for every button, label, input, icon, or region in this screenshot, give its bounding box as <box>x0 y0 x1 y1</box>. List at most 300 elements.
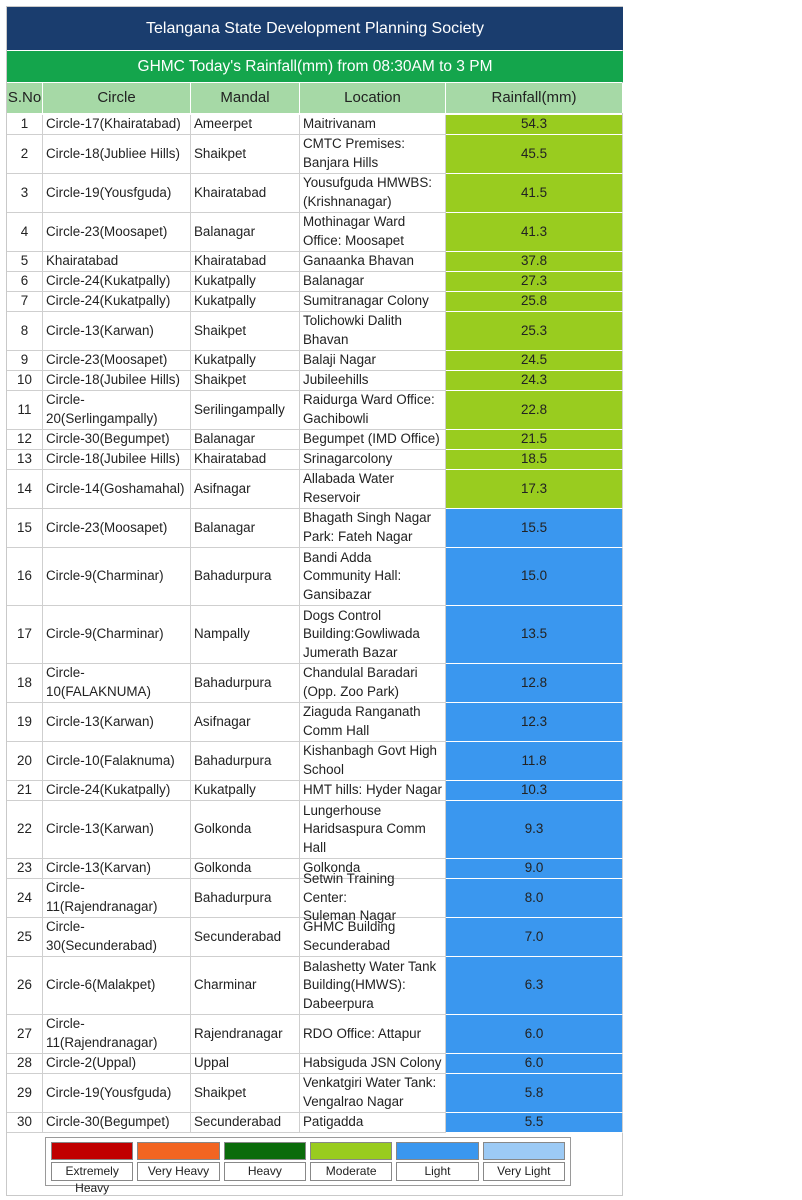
cell-sno <box>7 115 43 135</box>
cell-mandal <box>191 548 300 606</box>
cell-rainfall-text: 15.0 <box>520 568 548 584</box>
cell-sno <box>7 664 43 703</box>
cell-sno <box>7 879 43 918</box>
cell-location-text: Golkonda <box>303 860 361 876</box>
cell-circle-text: Circle-18(Jubliee Hills) <box>46 145 180 161</box>
cell-sno <box>7 272 43 292</box>
cell-location <box>300 918 446 957</box>
cell-sno <box>7 135 43 174</box>
cell-sno-text: 20 <box>17 752 32 768</box>
cell-rainfall <box>446 548 623 606</box>
cell-mandal <box>191 391 300 430</box>
table-row <box>7 871 623 924</box>
cell-location-text: Allabada Water Reservoir <box>303 471 395 505</box>
cell-location-text: Lungerhouse Haridsaspura Comm Hall <box>303 802 426 855</box>
cell-location <box>300 115 446 135</box>
cell-sno <box>7 801 43 859</box>
table-row <box>7 430 623 450</box>
cell-location <box>300 1054 446 1074</box>
cell-circle <box>43 430 191 450</box>
cell-mandal-text: Khairatabad <box>194 451 267 467</box>
cell-sno <box>7 606 43 664</box>
cell-rainfall-text: 11.8 <box>521 752 547 768</box>
cell-location-text: Chandulal Baradari (Opp. Zoo Park) <box>303 665 418 699</box>
cell-sno-text: 3 <box>20 184 29 200</box>
table-row <box>7 742 623 781</box>
cell-mandal-text: Balanagar <box>194 431 256 447</box>
cell-circle <box>43 292 191 312</box>
cell-rainfall-text: 8.0 <box>524 889 544 905</box>
cell-sno-text: 10 <box>17 372 32 388</box>
cell-rainfall-text: 13.5 <box>520 626 548 642</box>
table-row <box>7 957 623 1015</box>
cell-sno <box>7 252 43 272</box>
cell-sno-text: 22 <box>17 821 32 837</box>
cell-mandal <box>191 957 300 1015</box>
cell-circle-text: Circle-24(Kukatpally) <box>46 273 171 289</box>
cell-mandal <box>191 664 300 703</box>
cell-mandal <box>191 703 300 742</box>
cell-mandal-text: Bahadurpura <box>194 674 272 690</box>
cell-location-text: Patigadda <box>303 1114 364 1130</box>
cell-rainfall-text: 21.5 <box>520 431 548 447</box>
cell-rainfall-text: 10.3 <box>520 782 548 798</box>
cell-sno <box>7 470 43 509</box>
cell-sno <box>7 1074 43 1113</box>
cell-rainfall <box>446 859 623 879</box>
cell-mandal <box>191 174 300 213</box>
cell-location-text: Jubileehills <box>303 372 369 388</box>
cell-rainfall <box>446 957 623 1015</box>
legend-item <box>483 1142 565 1181</box>
cell-circle-text: Circle-18(Jubilee Hills) <box>46 451 180 467</box>
legend-item <box>396 1142 478 1181</box>
cell-location-text: Ziaguda Ranganath Comm Hall <box>303 704 421 738</box>
header-mandal: Mandal <box>191 83 300 113</box>
cell-mandal-text: Kukatpally <box>194 293 256 309</box>
cell-mandal-text: Bahadurpura <box>194 568 272 584</box>
cell-circle <box>43 371 191 391</box>
cell-location <box>300 664 446 703</box>
cell-circle-text: Circle-9(Charminar) <box>46 626 164 642</box>
cell-rainfall-text: 41.5 <box>520 184 548 200</box>
table-row <box>7 1074 623 1113</box>
cell-mandal <box>191 292 300 312</box>
cell-rainfall-text: 41.3 <box>520 223 548 239</box>
cell-circle-text: Circle-9(Charminar) <box>46 568 164 584</box>
cell-circle-text: Circle-13(Karwan) <box>46 821 154 837</box>
legend-item <box>310 1142 392 1181</box>
cell-mandal <box>191 509 300 548</box>
cell-location <box>300 548 446 606</box>
cell-mandal-text: Asifnagar <box>194 713 251 729</box>
cell-rainfall-text: 6.3 <box>524 977 544 993</box>
table-row <box>7 213 623 252</box>
cell-sno-text: 9 <box>20 352 29 368</box>
cell-location-text: Balaji Nagar <box>303 352 376 368</box>
cell-circle-text: Circle- 30(Secunderabad) <box>46 919 157 953</box>
cell-sno-text: 28 <box>17 1055 32 1071</box>
cell-location <box>300 509 446 548</box>
cell-rainfall <box>446 391 623 430</box>
cell-rainfall <box>446 213 623 252</box>
cell-rainfall-text: 18.5 <box>520 451 548 467</box>
cell-rainfall <box>446 606 623 664</box>
cell-sno-text: 6 <box>20 273 29 289</box>
cell-sno-text: 11 <box>17 401 32 417</box>
table-row <box>7 135 623 174</box>
cell-sno <box>7 1113 43 1133</box>
cell-rainfall <box>446 430 623 450</box>
cell-circle-text: Circle-19(Yousfguda) <box>46 1084 172 1100</box>
cell-mandal-text: Nampally <box>194 626 250 642</box>
cell-circle-text: Circle-23(Moosapet) <box>46 223 168 239</box>
cell-mandal-text: Asifnagar <box>194 480 251 496</box>
cell-location <box>300 1113 446 1133</box>
cell-circle <box>43 859 191 879</box>
legend-swatch <box>310 1142 392 1160</box>
cell-mandal <box>191 1054 300 1074</box>
cell-mandal <box>191 606 300 664</box>
cell-location-text: Balanagar <box>303 273 365 289</box>
cell-rainfall <box>446 918 623 957</box>
cell-sno-text: 26 <box>17 977 32 993</box>
cell-mandal <box>191 312 300 351</box>
cell-sno-text: 19 <box>17 713 32 729</box>
cell-sno <box>7 430 43 450</box>
cell-location-text: Dogs Control Building:Gowliwada Jumerath Bazar <box>303 607 420 660</box>
cell-location-text: Balashetty Water Tank Building(HMWS): Dabeerpura <box>303 958 437 1011</box>
cell-sno-text: 27 <box>17 1025 32 1041</box>
cell-sno-text: 1 <box>20 116 29 132</box>
cell-rainfall <box>446 1074 623 1113</box>
cell-mandal-text: Bahadurpura <box>194 752 272 768</box>
cell-rainfall-text: 9.3 <box>524 821 544 837</box>
cell-mandal <box>191 1074 300 1113</box>
cell-circle <box>43 879 191 918</box>
cell-mandal <box>191 859 300 879</box>
header-location: Location <box>300 83 446 113</box>
legend-label: Very Light <box>483 1162 565 1181</box>
cell-sno <box>7 371 43 391</box>
cell-rainfall-text: 22.8 <box>520 401 548 417</box>
cell-sno-text: 8 <box>20 322 29 338</box>
cell-rainfall <box>446 252 623 272</box>
cell-location <box>300 272 446 292</box>
cell-location <box>300 174 446 213</box>
cell-sno <box>7 213 43 252</box>
table-row <box>7 548 623 606</box>
cell-circle-text: Circle- 20(Serlingampally) <box>46 392 158 426</box>
cell-circle <box>43 1054 191 1074</box>
cell-rainfall-text: 7.0 <box>524 928 544 944</box>
cell-circle-text: Circle-6(Malakpet) <box>46 977 156 993</box>
cell-circle <box>43 664 191 703</box>
cell-rainfall <box>446 1015 623 1054</box>
cell-mandal <box>191 918 300 957</box>
report-title: Telangana State Development Planning Society <box>7 7 623 50</box>
cell-circle <box>43 450 191 470</box>
cell-mandal-text: Shaikpet <box>194 372 247 388</box>
cell-circle-text: Circle-19(Yousfguda) <box>46 184 172 200</box>
cell-mandal <box>191 1113 300 1133</box>
cell-rainfall-text: 17.3 <box>520 480 548 496</box>
legend-swatch <box>483 1142 565 1160</box>
legend-swatch <box>137 1142 219 1160</box>
rainfall-report <box>6 6 623 1196</box>
cell-mandal-text: Golkonda <box>194 860 252 876</box>
cell-circle <box>43 135 191 174</box>
cell-circle <box>43 312 191 351</box>
table-row <box>7 391 623 430</box>
cell-sno-text: 12 <box>17 431 32 447</box>
table-row <box>7 272 623 292</box>
legend-item <box>51 1142 133 1195</box>
cell-sno <box>7 703 43 742</box>
cell-rainfall-text: 27.3 <box>520 273 548 289</box>
cell-location <box>300 957 446 1015</box>
cell-circle-text: Circle- 11(Rajendranagar) <box>46 880 158 914</box>
cell-sno <box>7 548 43 606</box>
cell-rainfall-text: 37.8 <box>520 253 548 269</box>
cell-circle-text: Circle-23(Moosapet) <box>46 352 168 368</box>
cell-location-text: Bandi Adda Community Hall: Gansibazar <box>303 549 402 602</box>
cell-circle <box>43 351 191 371</box>
cell-sno-text: 21 <box>17 782 32 798</box>
cell-rainfall <box>446 1054 623 1074</box>
cell-circle <box>43 252 191 272</box>
cell-sno-text: 17 <box>17 626 32 642</box>
header-sno: S.No <box>7 83 43 113</box>
cell-circle <box>43 391 191 430</box>
table-header <box>7 83 623 113</box>
legend-label: Very Heavy <box>137 1162 219 1181</box>
cell-mandal <box>191 272 300 292</box>
cell-mandal-text: Shaikpet <box>194 145 247 161</box>
cell-location <box>300 213 446 252</box>
cell-sno-text: 5 <box>20 253 29 269</box>
cell-sno-text: 13 <box>17 451 32 467</box>
header-rainfall: Rainfall(mm) <box>446 83 623 113</box>
table-row <box>7 1054 623 1074</box>
cell-rainfall-text: 25.8 <box>520 293 548 309</box>
legend-label: Light <box>396 1162 478 1181</box>
cell-rainfall <box>446 801 623 859</box>
cell-circle <box>43 781 191 801</box>
cell-mandal-text: Kukatpally <box>194 273 256 289</box>
table-row <box>7 312 623 351</box>
cell-sno <box>7 957 43 1015</box>
cell-circle <box>43 703 191 742</box>
cell-rainfall <box>446 135 623 174</box>
cell-rainfall <box>446 312 623 351</box>
table-row <box>7 1113 623 1133</box>
cell-location <box>300 351 446 371</box>
cell-location <box>300 871 446 924</box>
cell-mandal-text: Uppal <box>194 1055 229 1071</box>
cell-mandal <box>191 450 300 470</box>
cell-mandal-text: Shaikpet <box>194 1084 247 1100</box>
cell-location-text: Yousufguda HMWBS: (Krishnanagar) <box>303 175 433 209</box>
cell-circle <box>43 801 191 859</box>
cell-location-text: RDO Office: Attapur <box>303 1025 422 1041</box>
cell-circle-text: Khairatabad <box>46 253 119 269</box>
cell-circle-text: Circle-14(Goshamahal) <box>46 480 185 496</box>
cell-location <box>300 703 446 742</box>
cell-sno <box>7 174 43 213</box>
cell-mandal-text: Kukatpally <box>194 782 256 798</box>
cell-circle <box>43 957 191 1015</box>
cell-location <box>300 1074 446 1113</box>
cell-sno <box>7 1015 43 1054</box>
table-row <box>7 470 623 509</box>
cell-rainfall-text: 12.3 <box>520 713 548 729</box>
cell-rainfall-text: 25.3 <box>520 322 548 338</box>
cell-mandal-text: Ameerpet <box>194 116 253 132</box>
cell-location-text: Kishanbagh Govt High School <box>303 743 437 777</box>
cell-location-text: Venkatgiri Water Tank: Vengalrao Nagar <box>303 1075 437 1109</box>
cell-location-text: Mothinagar Ward Office: Moosapet <box>303 214 406 248</box>
cell-sno <box>7 292 43 312</box>
cell-sno-text: 14 <box>17 480 32 496</box>
cell-circle <box>43 272 191 292</box>
cell-circle <box>43 115 191 135</box>
cell-location <box>300 391 446 430</box>
table-row <box>7 606 623 664</box>
cell-location-text: Srinagarcolony <box>303 451 393 467</box>
cell-rainfall-text: 15.5 <box>520 519 548 535</box>
table-row <box>7 351 623 371</box>
cell-mandal-text: Khairatabad <box>194 184 267 200</box>
table-row <box>7 174 623 213</box>
legend-swatch <box>396 1142 478 1160</box>
cell-sno <box>7 859 43 879</box>
cell-mandal-text: Serilingampally <box>194 401 285 417</box>
legend <box>45 1137 571 1195</box>
cell-mandal-text: Secunderabad <box>194 928 282 944</box>
cell-location <box>300 470 446 509</box>
cell-mandal <box>191 742 300 781</box>
cell-rainfall <box>446 742 623 781</box>
cell-sno <box>7 918 43 957</box>
cell-rainfall-text: 6.0 <box>524 1055 544 1071</box>
legend-item <box>224 1142 306 1181</box>
cell-location-text: Sumitranagar Colony <box>303 293 429 309</box>
cell-circle <box>43 174 191 213</box>
cell-location <box>300 252 446 272</box>
cell-rainfall <box>446 450 623 470</box>
cell-rainfall-text: 12.8 <box>520 674 548 690</box>
table-row <box>7 801 623 859</box>
cell-circle-text: Circle-24(Kukatpally) <box>46 782 171 798</box>
cell-rainfall-text: 54.3 <box>520 116 548 132</box>
cell-location-text: Ganaanka Bhavan <box>303 253 414 269</box>
cell-sno-text: 16 <box>17 568 32 584</box>
table-row <box>7 781 623 801</box>
cell-mandal <box>191 430 300 450</box>
cell-mandal-text: Secunderabad <box>194 1114 282 1130</box>
cell-location-text: Maitrivanam <box>303 116 376 132</box>
cell-circle <box>43 606 191 664</box>
legend-label: Heavy <box>224 1162 306 1181</box>
cell-circle <box>43 548 191 606</box>
cell-location-text: HMT hills: Hyder Nagar <box>303 782 442 798</box>
cell-sno-text: 2 <box>20 145 29 161</box>
cell-sno <box>7 312 43 351</box>
cell-rainfall <box>446 272 623 292</box>
cell-sno-text: 25 <box>17 928 32 944</box>
table-row <box>7 509 623 548</box>
cell-location <box>300 135 446 174</box>
cell-circle <box>43 213 191 252</box>
cell-mandal <box>191 801 300 859</box>
cell-mandal <box>191 470 300 509</box>
cell-mandal-text: Rajendranagar <box>194 1025 283 1041</box>
cell-circle <box>43 918 191 957</box>
cell-rainfall <box>446 371 623 391</box>
cell-sno-text: 29 <box>17 1084 32 1100</box>
table-row <box>7 918 623 957</box>
cell-rainfall <box>446 174 623 213</box>
cell-mandal-text: Bahadurpura <box>194 889 272 905</box>
cell-mandal <box>191 1015 300 1054</box>
cell-circle-text: Circle-13(Karwan) <box>46 713 154 729</box>
cell-circle-text: Circle-24(Kukatpally) <box>46 293 171 309</box>
cell-circle <box>43 509 191 548</box>
cell-sno-text: 30 <box>17 1114 32 1130</box>
cell-mandal-text: Balanagar <box>194 223 256 239</box>
cell-location <box>300 312 446 351</box>
cell-circle-text: Circle-10(FALAKNUMA) <box>46 665 151 699</box>
cell-mandal <box>191 213 300 252</box>
cell-circle <box>43 1113 191 1133</box>
cell-location-text: Setwin Training Center: Suleman Nagar <box>303 871 397 924</box>
cell-sno-text: 18 <box>17 674 32 690</box>
cell-sno <box>7 781 43 801</box>
table-row <box>7 450 623 470</box>
cell-location <box>300 742 446 781</box>
cell-sno-text: 4 <box>20 223 29 239</box>
cell-mandal <box>191 351 300 371</box>
cell-circle-text: Circle-10(Falaknuma) <box>46 752 175 768</box>
cell-mandal <box>191 252 300 272</box>
cell-mandal-text: Golkonda <box>194 821 252 837</box>
cell-location-text: Raidurga Ward Office: Gachibowli <box>303 392 435 426</box>
cell-mandal <box>191 135 300 174</box>
cell-rainfall <box>446 879 623 918</box>
cell-location-text: GHMC Building Secunderabad <box>303 919 396 953</box>
cell-circle <box>43 1015 191 1054</box>
cell-sno <box>7 1054 43 1074</box>
cell-location <box>300 371 446 391</box>
cell-mandal-text: Shaikpet <box>194 322 247 338</box>
cell-location-text: Tolichowki Dalith Bhavan <box>303 313 402 347</box>
cell-rainfall <box>446 703 623 742</box>
cell-circle-text: Circle-17(Khairatabad) <box>46 116 181 132</box>
cell-mandal <box>191 115 300 135</box>
cell-rainfall <box>446 470 623 509</box>
cell-circle <box>43 470 191 509</box>
table-row <box>7 115 623 135</box>
cell-mandal-text: Kukatpally <box>194 352 256 368</box>
cell-sno-text: 24 <box>17 889 32 905</box>
cell-mandal <box>191 781 300 801</box>
cell-location <box>300 450 446 470</box>
cell-circle-text: Circle-18(Jubilee Hills) <box>46 372 180 388</box>
legend-item <box>137 1142 219 1181</box>
header-circle: Circle <box>43 83 191 113</box>
cell-rainfall-text: 5.8 <box>524 1084 544 1100</box>
